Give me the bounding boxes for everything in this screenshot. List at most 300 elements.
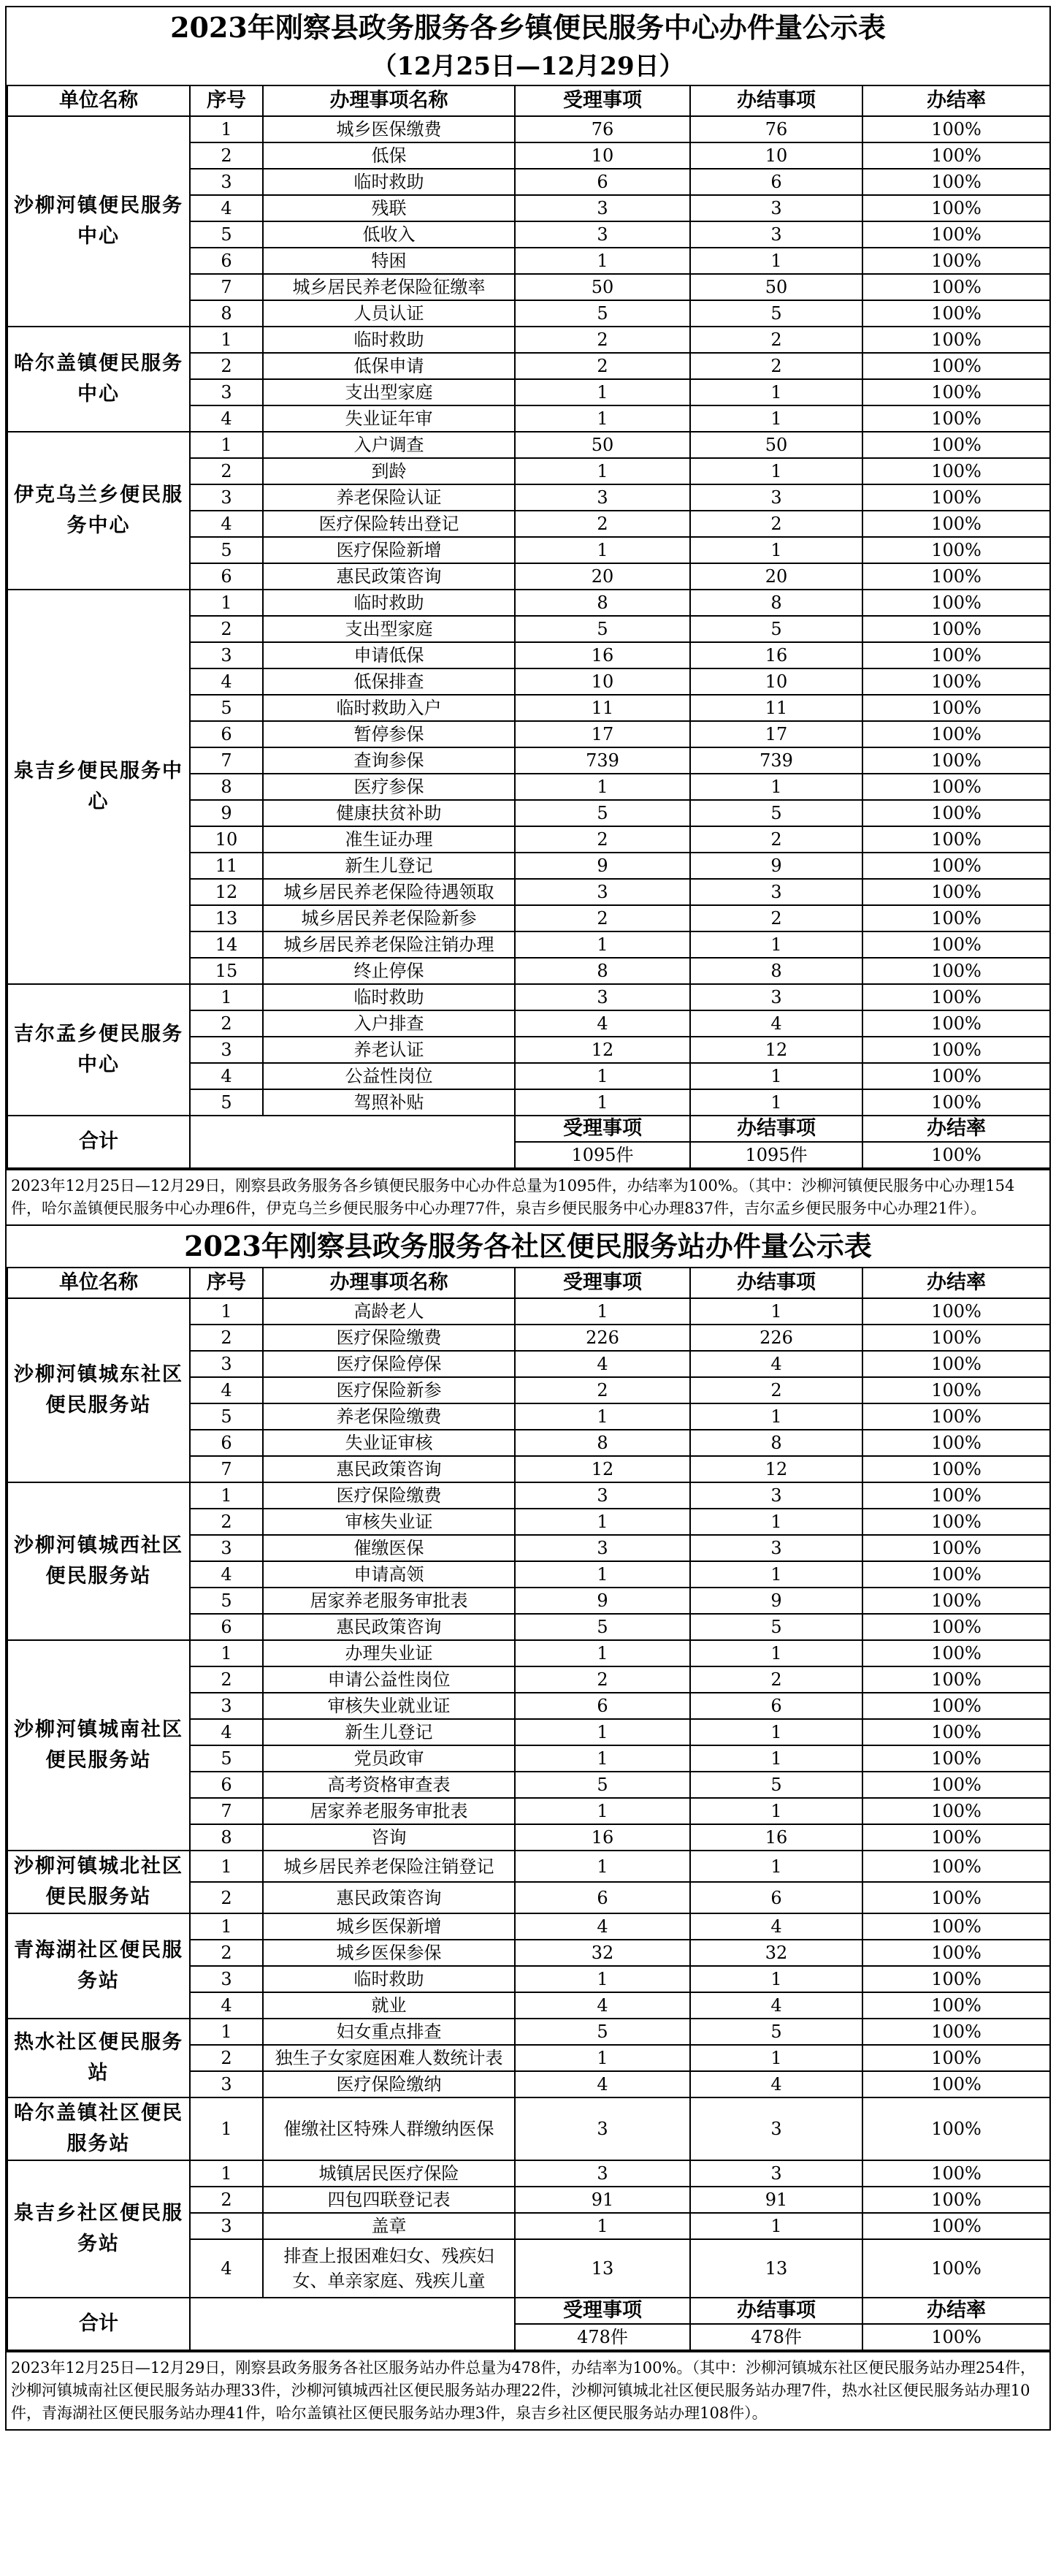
accepted-cell: 6 bbox=[515, 169, 690, 195]
completed-cell: 3 bbox=[690, 195, 862, 221]
rate-cell: 100% bbox=[862, 958, 1050, 984]
accepted-cell: 10 bbox=[515, 668, 690, 695]
seq-cell: 2 bbox=[190, 1666, 263, 1693]
accepted-cell: 1 bbox=[515, 1509, 690, 1535]
seq-cell: 6 bbox=[190, 563, 263, 590]
header-row bbox=[7, 1268, 1050, 1298]
rate-cell: 100% bbox=[862, 721, 1050, 747]
total-rate-header: 办结率 bbox=[862, 2298, 1050, 2324]
rate-cell: 100% bbox=[862, 537, 1050, 563]
completed-cell: 6 bbox=[690, 169, 862, 195]
rate-cell: 100% bbox=[862, 1940, 1050, 1966]
seq-cell: 1 bbox=[190, 1851, 263, 1882]
accepted-cell: 6 bbox=[515, 1693, 690, 1719]
item-name-cell: 医疗保险缴纳 bbox=[263, 2071, 515, 2097]
accepted-cell: 1 bbox=[515, 2045, 690, 2071]
seq-cell: 1 bbox=[190, 1913, 263, 1940]
unit-name-cell: 沙柳河镇城北社区便民服务站 bbox=[7, 1851, 190, 1913]
accepted-cell: 3 bbox=[515, 879, 690, 905]
table-row bbox=[7, 432, 1050, 458]
rate-cell: 100% bbox=[862, 1351, 1050, 1377]
seq-cell: 4 bbox=[190, 1063, 263, 1089]
completed-cell: 12 bbox=[690, 1037, 862, 1063]
completed-cell: 1 bbox=[690, 1798, 862, 1824]
rate-cell: 100% bbox=[862, 142, 1050, 169]
completed-cell: 1 bbox=[690, 537, 862, 563]
item-name-cell: 惠民政策咨询 bbox=[263, 1882, 515, 1913]
accepted-cell: 2 bbox=[515, 905, 690, 931]
unit-name-cell: 沙柳河镇城东社区便民服务站 bbox=[7, 1298, 190, 1482]
document-page bbox=[5, 6, 1051, 2431]
accepted-cell: 4 bbox=[515, 1010, 690, 1037]
seq-cell: 5 bbox=[190, 695, 263, 721]
item-name-cell: 就业 bbox=[263, 1992, 515, 2019]
accepted-cell: 2 bbox=[515, 353, 690, 379]
accepted-cell: 4 bbox=[515, 2071, 690, 2097]
accepted-cell: 1 bbox=[515, 1561, 690, 1588]
header-rate: 办结率 bbox=[862, 1268, 1050, 1298]
item-name-cell: 妇女重点排查 bbox=[263, 2019, 515, 2045]
item-name-cell: 审核失业证 bbox=[263, 1509, 515, 1535]
accepted-cell: 1 bbox=[515, 458, 690, 484]
rate-cell: 100% bbox=[862, 1640, 1050, 1666]
completed-cell: 5 bbox=[690, 2019, 862, 2045]
seq-cell: 3 bbox=[190, 1351, 263, 1377]
item-name-cell: 新生儿登记 bbox=[263, 1719, 515, 1745]
completed-cell: 8 bbox=[690, 590, 862, 616]
item-name-cell: 惠民政策咨询 bbox=[263, 563, 515, 590]
accepted-cell: 50 bbox=[515, 432, 690, 458]
total-completed-value: 1095件 bbox=[690, 1142, 862, 1168]
item-name-cell: 城乡医保参保 bbox=[263, 1940, 515, 1966]
total-rate-value: 100% bbox=[862, 1142, 1050, 1168]
seq-cell: 6 bbox=[190, 1430, 263, 1456]
completed-cell: 1 bbox=[690, 458, 862, 484]
rate-cell: 100% bbox=[862, 116, 1050, 142]
completed-cell: 1 bbox=[690, 931, 862, 958]
accepted-cell: 3 bbox=[515, 2097, 690, 2160]
completed-cell: 1 bbox=[690, 774, 862, 800]
table2-summary-note: 2023年12月25日—12月29日，刚察县政务服务各社区服务站办件总量为478件，办结率为100%。（其中：沙柳河镇城东社区便民服务站办理254件，沙柳河镇城南社区便民服务站办理33件，沙柳河镇城西社区便民服务站办理22件，沙柳河镇城北社区便民服务站办理7件，热水社区便民服务站办理10件，青海湖社区便民服务站办理41件，哈尔盖镇社区便民服务站办理3件，泉吉乡社区便民服务站办理108件）。 bbox=[7, 2351, 1049, 2429]
rate-cell: 100% bbox=[862, 774, 1050, 800]
accepted-cell: 3 bbox=[515, 1535, 690, 1561]
accepted-cell: 226 bbox=[515, 1325, 690, 1351]
completed-cell: 2 bbox=[690, 1666, 862, 1693]
completed-cell: 20 bbox=[690, 563, 862, 590]
accepted-cell: 1 bbox=[515, 1298, 690, 1325]
rate-cell: 100% bbox=[862, 984, 1050, 1010]
rate-cell: 100% bbox=[862, 1482, 1050, 1509]
item-name-cell: 临时救助 bbox=[263, 1966, 515, 1992]
item-name-cell: 办理失业证 bbox=[263, 1640, 515, 1666]
item-name-cell: 入户调查 bbox=[263, 432, 515, 458]
item-name-cell: 高考资格审查表 bbox=[263, 1772, 515, 1798]
seq-cell: 3 bbox=[190, 484, 263, 511]
completed-cell: 76 bbox=[690, 116, 862, 142]
accepted-cell: 4 bbox=[515, 1992, 690, 2019]
item-name-cell: 医疗保险缴费 bbox=[263, 1482, 515, 1509]
item-name-cell: 城乡居民养老保险待遇领取 bbox=[263, 879, 515, 905]
accepted-cell: 10 bbox=[515, 142, 690, 169]
completed-cell: 1 bbox=[690, 379, 862, 405]
accepted-cell: 1 bbox=[515, 405, 690, 432]
item-name-cell: 人员认证 bbox=[263, 300, 515, 327]
completed-cell: 3 bbox=[690, 484, 862, 511]
unit-name-cell: 沙柳河镇便民服务中心 bbox=[7, 116, 190, 327]
completed-cell: 1 bbox=[690, 2045, 862, 2071]
accepted-cell: 5 bbox=[515, 800, 690, 826]
total-label: 合计 bbox=[7, 2298, 190, 2350]
table-row bbox=[7, 1640, 1050, 1666]
seq-cell: 8 bbox=[190, 774, 263, 800]
accepted-cell: 12 bbox=[515, 1037, 690, 1063]
accepted-cell: 3 bbox=[515, 221, 690, 248]
township-table bbox=[7, 85, 1051, 1169]
completed-cell: 739 bbox=[690, 747, 862, 774]
rate-cell: 100% bbox=[862, 1913, 1050, 1940]
accepted-cell: 50 bbox=[515, 274, 690, 300]
total-accepted-header: 受理事项 bbox=[515, 2298, 690, 2324]
completed-cell: 1 bbox=[690, 1561, 862, 1588]
rate-cell: 100% bbox=[862, 1430, 1050, 1456]
total-rate-header: 办结率 bbox=[862, 1116, 1050, 1142]
rate-cell: 100% bbox=[862, 668, 1050, 695]
accepted-cell: 1 bbox=[515, 379, 690, 405]
completed-cell: 9 bbox=[690, 853, 862, 879]
completed-cell: 6 bbox=[690, 1693, 862, 1719]
accepted-cell: 32 bbox=[515, 1940, 690, 1966]
completed-cell: 50 bbox=[690, 274, 862, 300]
accepted-cell: 1 bbox=[515, 1640, 690, 1666]
completed-cell: 3 bbox=[690, 984, 862, 1010]
total-accepted-header: 受理事项 bbox=[515, 1116, 690, 1142]
rate-cell: 100% bbox=[862, 1509, 1050, 1535]
rate-cell: 100% bbox=[862, 1824, 1050, 1851]
seq-cell: 8 bbox=[190, 1824, 263, 1851]
rate-cell: 100% bbox=[862, 563, 1050, 590]
table-row bbox=[7, 984, 1050, 1010]
rate-cell: 100% bbox=[862, 1966, 1050, 1992]
item-name-cell: 终止停保 bbox=[263, 958, 515, 984]
seq-cell: 1 bbox=[190, 590, 263, 616]
accepted-cell: 2 bbox=[515, 1377, 690, 1403]
header-item: 办理事项名称 bbox=[263, 1268, 515, 1298]
accepted-cell: 2 bbox=[515, 826, 690, 853]
accepted-cell: 1 bbox=[515, 2213, 690, 2239]
item-name-cell: 盖章 bbox=[263, 2213, 515, 2239]
seq-cell: 7 bbox=[190, 274, 263, 300]
accepted-cell: 1 bbox=[515, 774, 690, 800]
seq-cell: 2 bbox=[190, 1940, 263, 1966]
accepted-cell: 76 bbox=[515, 116, 690, 142]
item-name-cell: 党员政审 bbox=[263, 1745, 515, 1772]
completed-cell: 8 bbox=[690, 958, 862, 984]
item-name-cell: 医疗保险停保 bbox=[263, 1351, 515, 1377]
seq-cell: 1 bbox=[190, 432, 263, 458]
item-name-cell: 公益性岗位 bbox=[263, 1063, 515, 1089]
completed-cell: 1 bbox=[690, 1089, 862, 1116]
rate-cell: 100% bbox=[862, 432, 1050, 458]
completed-cell: 10 bbox=[690, 142, 862, 169]
seq-cell: 10 bbox=[190, 826, 263, 853]
seq-cell: 15 bbox=[190, 958, 263, 984]
accepted-cell: 8 bbox=[515, 1430, 690, 1456]
header-completed: 办结事项 bbox=[690, 85, 862, 116]
seq-cell: 3 bbox=[190, 2071, 263, 2097]
completed-cell: 1 bbox=[690, 1719, 862, 1745]
item-name-cell: 申请公益性岗位 bbox=[263, 1666, 515, 1693]
accepted-cell: 5 bbox=[515, 2019, 690, 2045]
completed-cell: 1 bbox=[690, 1403, 862, 1430]
item-name-cell: 独生子女家庭困难人数统计表 bbox=[263, 2045, 515, 2071]
rate-cell: 100% bbox=[862, 2239, 1050, 2298]
header-rate: 办结率 bbox=[862, 85, 1050, 116]
rate-cell: 100% bbox=[862, 1535, 1050, 1561]
rate-cell: 100% bbox=[862, 221, 1050, 248]
accepted-cell: 1 bbox=[515, 1966, 690, 1992]
accepted-cell: 5 bbox=[515, 300, 690, 327]
completed-cell: 1 bbox=[690, 405, 862, 432]
rate-cell: 100% bbox=[862, 590, 1050, 616]
unit-name-cell: 伊克乌兰乡便民服务中心 bbox=[7, 432, 190, 590]
completed-cell: 5 bbox=[690, 1772, 862, 1798]
rate-cell: 100% bbox=[862, 511, 1050, 537]
total-completed-header: 办结事项 bbox=[690, 1116, 862, 1142]
seq-cell: 3 bbox=[190, 1037, 263, 1063]
total-label: 合计 bbox=[7, 1116, 190, 1168]
rate-cell: 100% bbox=[862, 1325, 1050, 1351]
rate-cell: 100% bbox=[862, 1298, 1050, 1325]
completed-cell: 3 bbox=[690, 1482, 862, 1509]
rate-cell: 100% bbox=[862, 484, 1050, 511]
accepted-cell: 13 bbox=[515, 2239, 690, 2298]
unit-name-cell: 沙柳河镇城南社区便民服务站 bbox=[7, 1640, 190, 1851]
item-name-cell: 养老保险认证 bbox=[263, 484, 515, 511]
rate-cell: 100% bbox=[862, 458, 1050, 484]
item-name-cell: 失业证审核 bbox=[263, 1430, 515, 1456]
item-name-cell: 养老认证 bbox=[263, 1037, 515, 1063]
seq-cell: 1 bbox=[190, 2160, 263, 2187]
total-row bbox=[7, 1116, 1050, 1142]
seq-cell: 4 bbox=[190, 668, 263, 695]
completed-cell: 2 bbox=[690, 905, 862, 931]
rate-cell: 100% bbox=[862, 2071, 1050, 2097]
seq-cell: 3 bbox=[190, 1535, 263, 1561]
completed-cell: 12 bbox=[690, 1456, 862, 1482]
seq-cell: 3 bbox=[190, 379, 263, 405]
item-name-cell: 医疗参保 bbox=[263, 774, 515, 800]
accepted-cell: 1 bbox=[515, 931, 690, 958]
unit-name-cell: 热水社区便民服务站 bbox=[7, 2019, 190, 2097]
seq-cell: 4 bbox=[190, 195, 263, 221]
completed-cell: 4 bbox=[690, 1351, 862, 1377]
rate-cell: 100% bbox=[862, 747, 1050, 774]
table-row bbox=[7, 327, 1050, 353]
item-name-cell: 养老保险缴费 bbox=[263, 1403, 515, 1430]
item-name-cell: 临时救助入户 bbox=[263, 695, 515, 721]
table-row bbox=[7, 116, 1050, 142]
seq-cell: 2 bbox=[190, 458, 263, 484]
seq-cell: 5 bbox=[190, 1403, 263, 1430]
rate-cell: 100% bbox=[862, 405, 1050, 432]
item-name-cell: 申请低保 bbox=[263, 642, 515, 668]
table-row bbox=[7, 590, 1050, 616]
rate-cell: 100% bbox=[862, 248, 1050, 274]
seq-cell: 1 bbox=[190, 2019, 263, 2045]
table1-title: 2023年刚察县政务服务各乡镇便民服务中心办件量公示表 bbox=[170, 11, 886, 44]
seq-cell: 3 bbox=[190, 642, 263, 668]
table-row bbox=[7, 2019, 1050, 2045]
rate-cell: 100% bbox=[862, 826, 1050, 853]
seq-cell: 9 bbox=[190, 800, 263, 826]
accepted-cell: 3 bbox=[515, 2160, 690, 2187]
header-unit: 单位名称 bbox=[7, 1268, 190, 1298]
unit-name-cell: 泉吉乡便民服务中心 bbox=[7, 590, 190, 984]
accepted-cell: 3 bbox=[515, 1482, 690, 1509]
completed-cell: 11 bbox=[690, 695, 862, 721]
rate-cell: 100% bbox=[862, 931, 1050, 958]
accepted-cell: 4 bbox=[515, 1913, 690, 1940]
item-name-cell: 临时救助 bbox=[263, 169, 515, 195]
accepted-cell: 8 bbox=[515, 590, 690, 616]
accepted-cell: 1 bbox=[515, 1745, 690, 1772]
rate-cell: 100% bbox=[862, 2187, 1050, 2213]
completed-cell: 1 bbox=[690, 248, 862, 274]
completed-cell: 1 bbox=[690, 2213, 862, 2239]
item-name-cell: 惠民政策咨询 bbox=[263, 1456, 515, 1482]
item-name-cell: 医疗保险新增 bbox=[263, 537, 515, 563]
completed-cell: 32 bbox=[690, 1940, 862, 1966]
accepted-cell: 739 bbox=[515, 747, 690, 774]
rate-cell: 100% bbox=[862, 853, 1050, 879]
header-accepted: 受理事项 bbox=[515, 85, 690, 116]
item-name-cell: 暂停参保 bbox=[263, 721, 515, 747]
seq-cell: 4 bbox=[190, 1377, 263, 1403]
item-name-cell: 医疗保险转出登记 bbox=[263, 511, 515, 537]
rate-cell: 100% bbox=[862, 1037, 1050, 1063]
rate-cell: 100% bbox=[862, 353, 1050, 379]
seq-cell: 4 bbox=[190, 511, 263, 537]
rate-cell: 100% bbox=[862, 300, 1050, 327]
total-rate-value: 100% bbox=[862, 2324, 1050, 2350]
seq-cell: 5 bbox=[190, 1745, 263, 1772]
completed-cell: 5 bbox=[690, 1614, 862, 1640]
unit-name-cell: 哈尔盖镇社区便民服务站 bbox=[7, 2097, 190, 2160]
item-name-cell: 城乡居民养老保险征缴率 bbox=[263, 274, 515, 300]
seq-cell: 4 bbox=[190, 1561, 263, 1588]
accepted-cell: 1 bbox=[515, 1403, 690, 1430]
table-row bbox=[7, 1913, 1050, 1940]
accepted-cell: 1 bbox=[515, 1063, 690, 1089]
rate-cell: 100% bbox=[862, 1882, 1050, 1913]
completed-cell: 4 bbox=[690, 1992, 862, 2019]
total-completed-value: 478件 bbox=[690, 2324, 862, 2350]
item-name-cell: 新生儿登记 bbox=[263, 853, 515, 879]
item-name-cell: 惠民政策咨询 bbox=[263, 1614, 515, 1640]
table-row bbox=[7, 2160, 1050, 2187]
accepted-cell: 3 bbox=[515, 195, 690, 221]
item-name-cell: 查询参保 bbox=[263, 747, 515, 774]
seq-cell: 11 bbox=[190, 853, 263, 879]
item-name-cell: 入户排查 bbox=[263, 1010, 515, 1037]
item-name-cell: 临时救助 bbox=[263, 984, 515, 1010]
completed-cell: 2 bbox=[690, 1377, 862, 1403]
seq-cell: 1 bbox=[190, 1482, 263, 1509]
completed-cell: 226 bbox=[690, 1325, 862, 1351]
seq-cell: 3 bbox=[190, 2213, 263, 2239]
seq-cell: 2 bbox=[190, 1882, 263, 1913]
rate-cell: 100% bbox=[862, 169, 1050, 195]
item-name-cell: 审核失业就业证 bbox=[263, 1693, 515, 1719]
rate-cell: 100% bbox=[862, 1666, 1050, 1693]
item-name-cell: 失业证年审 bbox=[263, 405, 515, 432]
total-accepted-value: 478件 bbox=[515, 2324, 690, 2350]
completed-cell: 16 bbox=[690, 1824, 862, 1851]
accepted-cell: 1 bbox=[515, 1798, 690, 1824]
table1-subtitle: （12月25日—12月29日） bbox=[372, 52, 684, 81]
unit-name-cell: 吉尔孟乡便民服务中心 bbox=[7, 984, 190, 1116]
item-name-cell: 居家养老服务审批表 bbox=[263, 1588, 515, 1614]
rate-cell: 100% bbox=[862, 1798, 1050, 1824]
table2-title: 2023年刚察县政务服务各社区便民服务站办件量公示表 bbox=[184, 1230, 872, 1262]
rate-cell: 100% bbox=[862, 1614, 1050, 1640]
item-name-cell: 特困 bbox=[263, 248, 515, 274]
header-completed: 办结事项 bbox=[690, 1268, 862, 1298]
seq-cell: 2 bbox=[190, 616, 263, 642]
accepted-cell: 1 bbox=[515, 1089, 690, 1116]
seq-cell: 12 bbox=[190, 879, 263, 905]
completed-cell: 3 bbox=[690, 2160, 862, 2187]
rate-cell: 100% bbox=[862, 1403, 1050, 1430]
item-name-cell: 催缴社区特殊人群缴纳医保 bbox=[263, 2097, 515, 2160]
table-row bbox=[7, 1482, 1050, 1509]
header-row bbox=[7, 85, 1050, 116]
rate-cell: 100% bbox=[862, 327, 1050, 353]
completed-cell: 1 bbox=[690, 1298, 862, 1325]
seq-cell: 3 bbox=[190, 1966, 263, 1992]
seq-cell: 1 bbox=[190, 2097, 263, 2160]
seq-cell: 14 bbox=[190, 931, 263, 958]
rate-cell: 100% bbox=[862, 2160, 1050, 2187]
rate-cell: 100% bbox=[862, 195, 1050, 221]
item-name-cell: 医疗保险缴费 bbox=[263, 1325, 515, 1351]
seq-cell: 4 bbox=[190, 1992, 263, 2019]
total-blank-cell bbox=[190, 2298, 515, 2350]
rate-cell: 100% bbox=[862, 1719, 1050, 1745]
rate-cell: 100% bbox=[862, 1851, 1050, 1882]
table-row bbox=[7, 1298, 1050, 1325]
seq-cell: 3 bbox=[190, 169, 263, 195]
item-name-cell: 低保申请 bbox=[263, 353, 515, 379]
item-name-cell: 居家养老服务审批表 bbox=[263, 1798, 515, 1824]
seq-cell: 1 bbox=[190, 327, 263, 353]
rate-cell: 100% bbox=[862, 1456, 1050, 1482]
completed-cell: 2 bbox=[690, 353, 862, 379]
rate-cell: 100% bbox=[862, 1377, 1050, 1403]
completed-cell: 17 bbox=[690, 721, 862, 747]
rate-cell: 100% bbox=[862, 1063, 1050, 1089]
accepted-cell: 6 bbox=[515, 1882, 690, 1913]
seq-cell: 4 bbox=[190, 2239, 263, 2298]
accepted-cell: 5 bbox=[515, 616, 690, 642]
item-name-cell: 残联 bbox=[263, 195, 515, 221]
unit-name-cell: 泉吉乡社区便民服务站 bbox=[7, 2160, 190, 2298]
rate-cell: 100% bbox=[862, 2097, 1050, 2160]
seq-cell: 7 bbox=[190, 1456, 263, 1482]
unit-name-cell: 沙柳河镇城西社区便民服务站 bbox=[7, 1482, 190, 1640]
seq-cell: 6 bbox=[190, 248, 263, 274]
completed-cell: 4 bbox=[690, 1010, 862, 1037]
